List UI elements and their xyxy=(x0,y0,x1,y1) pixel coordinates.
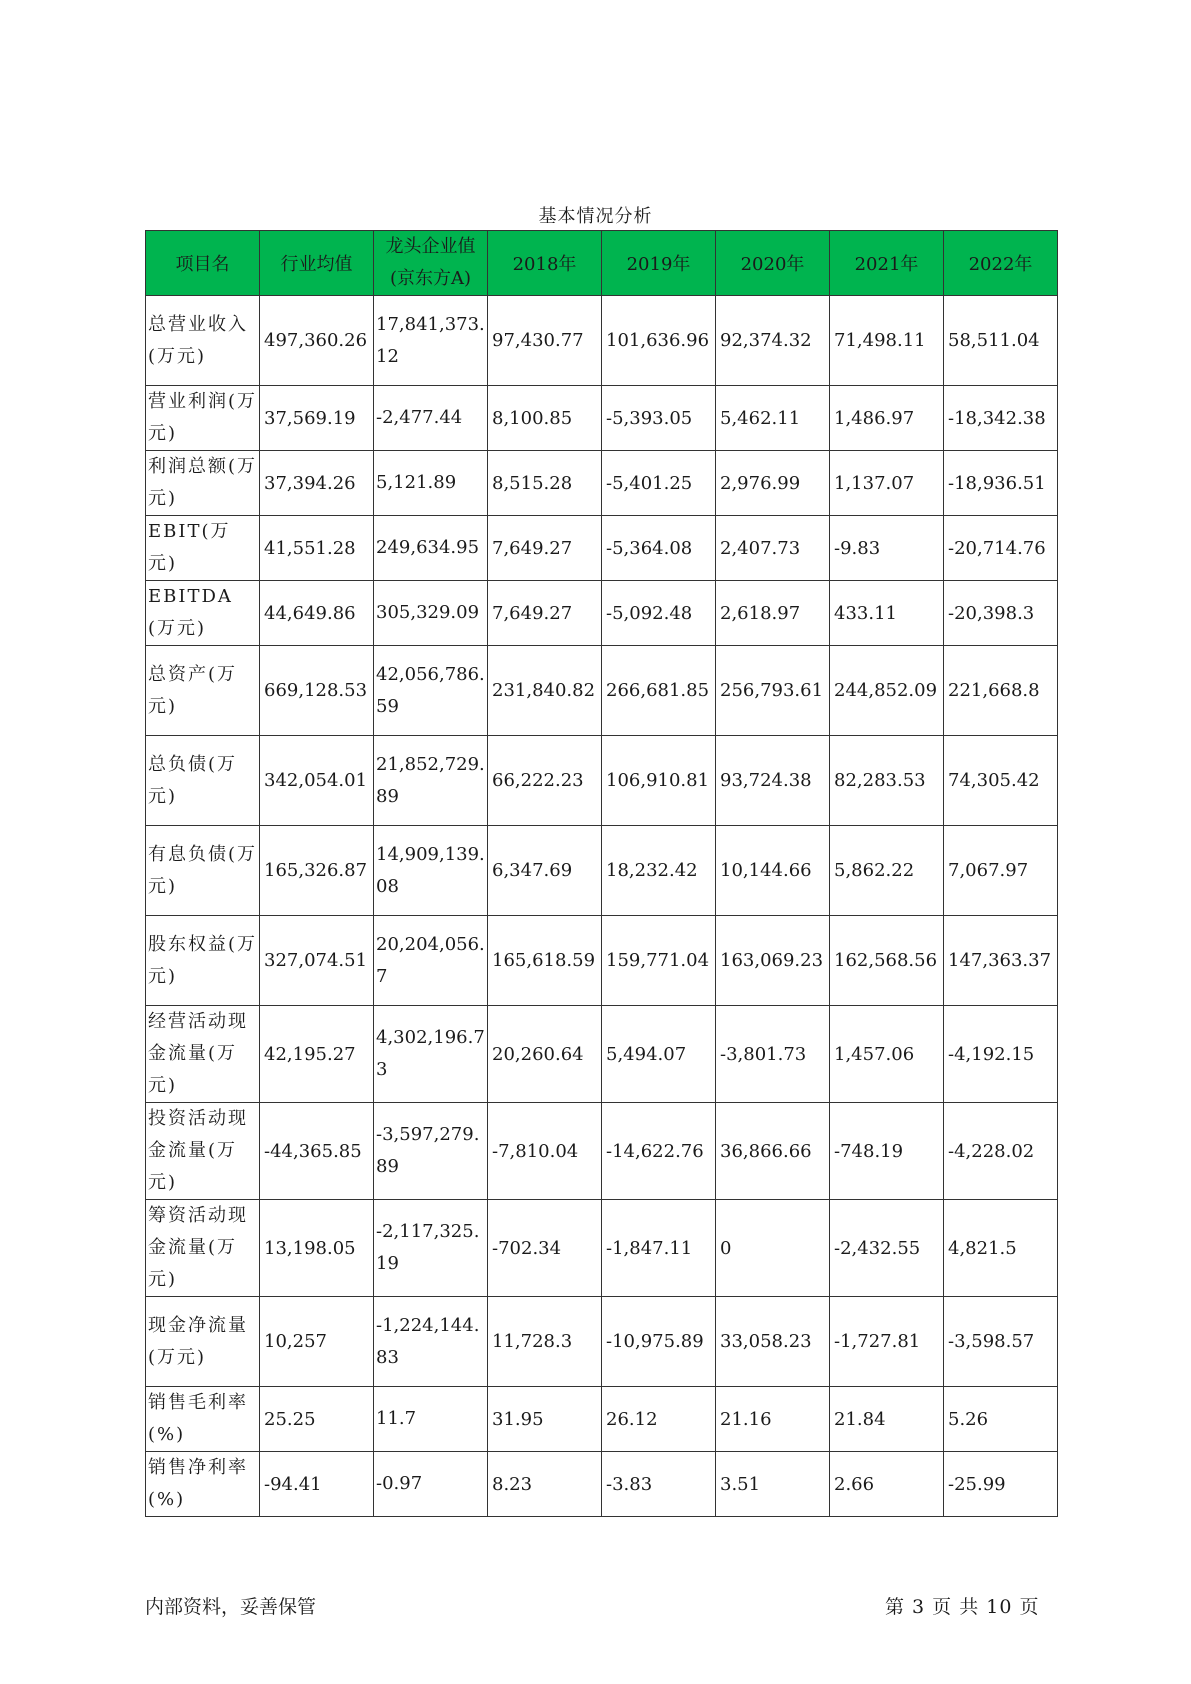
table-cell: -7,810.04 xyxy=(488,1103,602,1200)
table-cell: 327,074.51 xyxy=(260,916,374,1006)
table-row xyxy=(146,1452,1058,1517)
table-cell: 97,430.77 xyxy=(488,296,602,386)
table-cell: -5,393.05 xyxy=(602,386,716,451)
table-cell: -1,847.11 xyxy=(602,1200,716,1297)
table-cell: -5,092.48 xyxy=(602,581,716,646)
table-cell: 5,862.22 xyxy=(830,826,944,916)
table-cell: 163,069.23 xyxy=(716,916,830,1006)
footer-confidential-note: 内部资料，妥善保管 xyxy=(145,1596,317,1618)
row-label: 利润总额(万元) xyxy=(146,451,260,516)
header-year-2020: 2020年 xyxy=(716,231,830,296)
table-cell: 1,486.97 xyxy=(830,386,944,451)
table-row xyxy=(146,1387,1058,1452)
table-row xyxy=(146,736,1058,826)
table-cell: 11.7 xyxy=(374,1387,488,1452)
table-cell: 5,462.11 xyxy=(716,386,830,451)
row-label: 有息负债(万元) xyxy=(146,826,260,916)
header-year-2022: 2022年 xyxy=(944,231,1058,296)
table-cell: 2.66 xyxy=(830,1452,944,1517)
table-cell: 8.23 xyxy=(488,1452,602,1517)
table-cell: 4,302,196.73 xyxy=(374,1006,488,1103)
table-cell: 159,771.04 xyxy=(602,916,716,1006)
table-row xyxy=(146,386,1058,451)
header-item-name: 项目名 xyxy=(146,231,260,296)
table-cell: -0.97 xyxy=(374,1452,488,1517)
table-cell: 7,067.97 xyxy=(944,826,1058,916)
table-cell: 7,649.27 xyxy=(488,516,602,581)
header-industry-avg: 行业均值 xyxy=(260,231,374,296)
table-cell: -18,342.38 xyxy=(944,386,1058,451)
table-cell: 17,841,373.12 xyxy=(374,296,488,386)
table-cell: -20,714.76 xyxy=(944,516,1058,581)
table-row xyxy=(146,1006,1058,1103)
table-cell: 244,852.09 xyxy=(830,646,944,736)
table-row xyxy=(146,646,1058,736)
row-label: 股东权益(万元) xyxy=(146,916,260,1006)
header-year-2019: 2019年 xyxy=(602,231,716,296)
table-cell: 66,222.23 xyxy=(488,736,602,826)
table-cell: 74,305.42 xyxy=(944,736,1058,826)
row-label: 销售净利率(%) xyxy=(146,1452,260,1517)
table-cell: 101,636.96 xyxy=(602,296,716,386)
table-cell: -25.99 xyxy=(944,1452,1058,1517)
table-cell: 25.25 xyxy=(260,1387,374,1452)
table-cell: -4,228.02 xyxy=(944,1103,1058,1200)
table-cell: 106,910.81 xyxy=(602,736,716,826)
table-cell: 14,909,139.08 xyxy=(374,826,488,916)
table-cell: 82,283.53 xyxy=(830,736,944,826)
table-cell: 10,257 xyxy=(260,1297,374,1387)
table-cell: 162,568.56 xyxy=(830,916,944,1006)
table-row xyxy=(146,1103,1058,1200)
table-cell: 2,618.97 xyxy=(716,581,830,646)
table-cell: -9.83 xyxy=(830,516,944,581)
table-cell: 3.51 xyxy=(716,1452,830,1517)
row-label: 投资活动现金流量(万元) xyxy=(146,1103,260,1200)
table-cell: 5.26 xyxy=(944,1387,1058,1452)
table-cell: -5,401.25 xyxy=(602,451,716,516)
table-cell: 497,360.26 xyxy=(260,296,374,386)
table-cell: 37,569.19 xyxy=(260,386,374,451)
table-cell: -2,477.44 xyxy=(374,386,488,451)
table-cell: 5,494.07 xyxy=(602,1006,716,1103)
table-cell: 4,821.5 xyxy=(944,1200,1058,1297)
table-cell: 21.84 xyxy=(830,1387,944,1452)
table-cell: 1,457.06 xyxy=(830,1006,944,1103)
table-cell: -3,597,279.89 xyxy=(374,1103,488,1200)
table-cell: -3.83 xyxy=(602,1452,716,1517)
table-cell: 669,128.53 xyxy=(260,646,374,736)
table-cell: 58,511.04 xyxy=(944,296,1058,386)
row-label: 总营业收入(万元) xyxy=(146,296,260,386)
table-cell: 18,232.42 xyxy=(602,826,716,916)
table-row xyxy=(146,916,1058,1006)
table-cell: 249,634.95 xyxy=(374,516,488,581)
row-label: 销售毛利率(%) xyxy=(146,1387,260,1452)
table-cell: 221,668.8 xyxy=(944,646,1058,736)
table-cell: 147,363.37 xyxy=(944,916,1058,1006)
table-row xyxy=(146,826,1058,916)
table-cell: 26.12 xyxy=(602,1387,716,1452)
table-cell: -1,224,144.83 xyxy=(374,1297,488,1387)
table-cell: 31.95 xyxy=(488,1387,602,1452)
table-cell: 0 xyxy=(716,1200,830,1297)
table-cell: 231,840.82 xyxy=(488,646,602,736)
row-label: 总负债(万元) xyxy=(146,736,260,826)
table-cell: 2,976.99 xyxy=(716,451,830,516)
table-cell: -10,975.89 xyxy=(602,1297,716,1387)
table-cell: 20,260.64 xyxy=(488,1006,602,1103)
table-caption: 基本情况分析 xyxy=(538,206,653,227)
header-leader-value: 龙头企业值(京东方A) xyxy=(374,231,488,296)
table-cell: -2,117,325.19 xyxy=(374,1200,488,1297)
table-cell: 42,195.27 xyxy=(260,1006,374,1103)
table-cell: -748.19 xyxy=(830,1103,944,1200)
table-row xyxy=(146,1200,1058,1297)
table-cell: 433.11 xyxy=(830,581,944,646)
row-label: 总资产(万元) xyxy=(146,646,260,736)
table-row xyxy=(146,451,1058,516)
row-label: 营业利润(万元) xyxy=(146,386,260,451)
row-label: 经营活动现金流量(万元) xyxy=(146,1006,260,1103)
table-cell: -5,364.08 xyxy=(602,516,716,581)
table-cell: -702.34 xyxy=(488,1200,602,1297)
table-cell: 92,374.32 xyxy=(716,296,830,386)
table-cell: 305,329.09 xyxy=(374,581,488,646)
table-cell: 8,515.28 xyxy=(488,451,602,516)
header-year-2021: 2021年 xyxy=(830,231,944,296)
table-cell: -14,622.76 xyxy=(602,1103,716,1200)
table-cell: -2,432.55 xyxy=(830,1200,944,1297)
table-cell: 8,100.85 xyxy=(488,386,602,451)
table-cell: -20,398.3 xyxy=(944,581,1058,646)
table-header-row xyxy=(146,231,1058,296)
table-cell: 37,394.26 xyxy=(260,451,374,516)
table-row xyxy=(146,516,1058,581)
table-cell: -18,936.51 xyxy=(944,451,1058,516)
table-cell: 42,056,786.59 xyxy=(374,646,488,736)
table-cell: 44,649.86 xyxy=(260,581,374,646)
table-cell: -3,801.73 xyxy=(716,1006,830,1103)
table-cell: 10,144.66 xyxy=(716,826,830,916)
table-cell: 7,649.27 xyxy=(488,581,602,646)
table-cell: -94.41 xyxy=(260,1452,374,1517)
table-cell: -4,192.15 xyxy=(944,1006,1058,1103)
table-cell: 165,618.59 xyxy=(488,916,602,1006)
footer-page-number: 第 3 页 共 10 页 xyxy=(885,1596,1040,1618)
table-cell: -3,598.57 xyxy=(944,1297,1058,1387)
header-year-2018: 2018年 xyxy=(488,231,602,296)
table-cell: 342,054.01 xyxy=(260,736,374,826)
table-cell: 21,852,729.89 xyxy=(374,736,488,826)
row-label: EBIT(万元) xyxy=(146,516,260,581)
table-cell: 41,551.28 xyxy=(260,516,374,581)
table-row xyxy=(146,296,1058,386)
row-label: 筹资活动现金流量(万元) xyxy=(146,1200,260,1297)
table-cell: 11,728.3 xyxy=(488,1297,602,1387)
table-row xyxy=(146,581,1058,646)
table-cell: 2,407.73 xyxy=(716,516,830,581)
table-cell: 93,724.38 xyxy=(716,736,830,826)
table-cell: 36,866.66 xyxy=(716,1103,830,1200)
table-cell: 1,137.07 xyxy=(830,451,944,516)
table-cell: 256,793.61 xyxy=(716,646,830,736)
row-label: 现金净流量(万元) xyxy=(146,1297,260,1387)
table-cell: 33,058.23 xyxy=(716,1297,830,1387)
table-cell: 266,681.85 xyxy=(602,646,716,736)
table-cell: 5,121.89 xyxy=(374,451,488,516)
table-row xyxy=(146,1297,1058,1387)
row-label: EBITDA(万元) xyxy=(146,581,260,646)
table-cell: 6,347.69 xyxy=(488,826,602,916)
table-cell: 71,498.11 xyxy=(830,296,944,386)
table-cell: -1,727.81 xyxy=(830,1297,944,1387)
basic-analysis-table xyxy=(145,230,1058,1517)
table-cell: 165,326.87 xyxy=(260,826,374,916)
table-cell: -44,365.85 xyxy=(260,1103,374,1200)
table-cell: 21.16 xyxy=(716,1387,830,1452)
table-cell: 20,204,056.7 xyxy=(374,916,488,1006)
table-cell: 13,198.05 xyxy=(260,1200,374,1297)
